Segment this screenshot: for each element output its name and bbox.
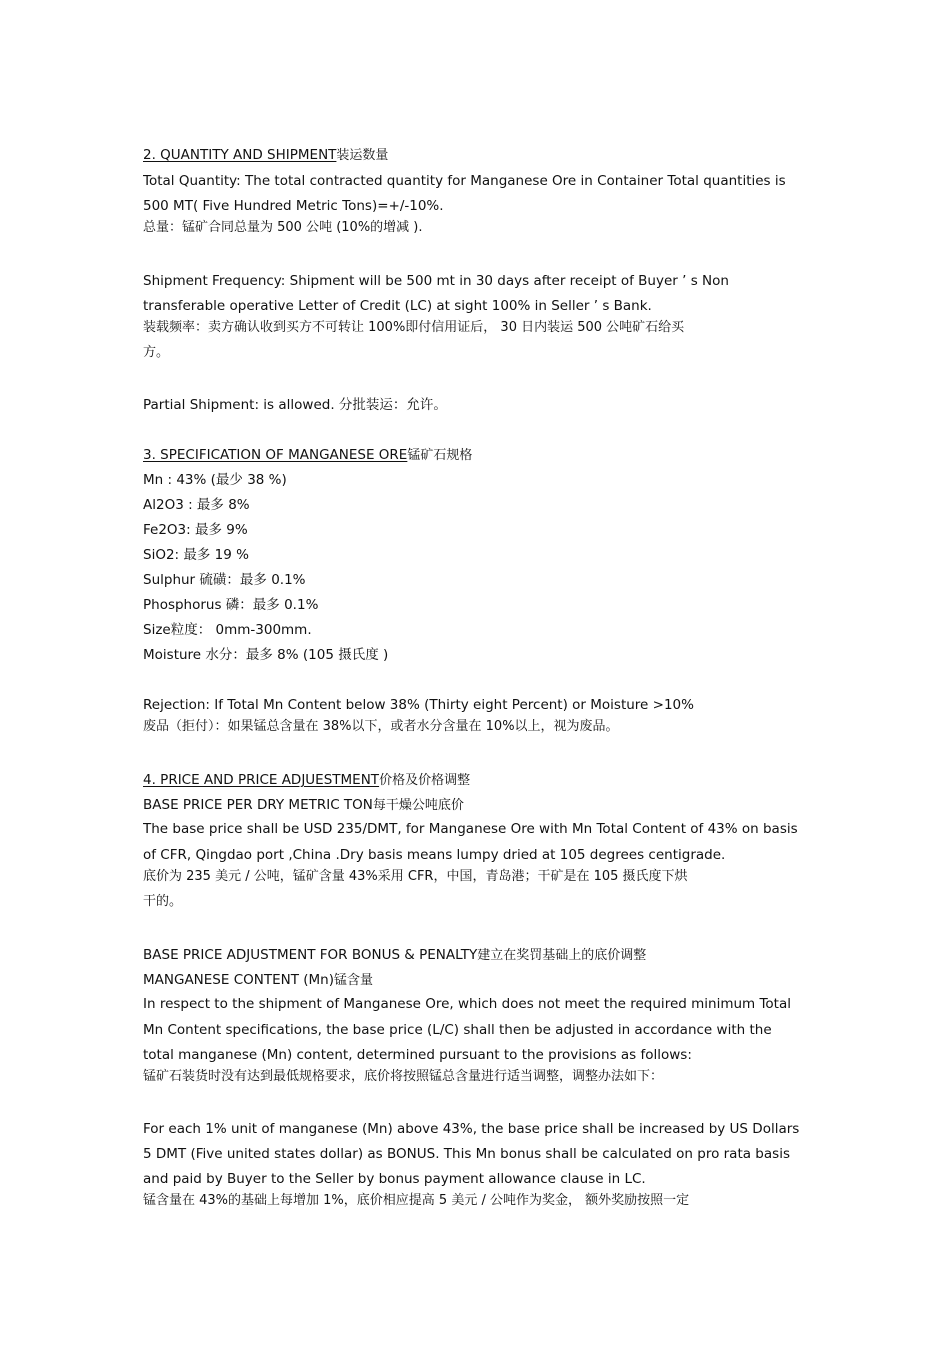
spec-mn: Mn : 43% (最少 38 %)	[143, 472, 287, 488]
bonus-line-2: 5 DMT (Five united states dollar) as BONUS. This Mn bonus shall be calculated on pro rata basis	[143, 1146, 790, 1162]
section-4-heading	[143, 771, 809, 790]
section-2-heading-en: 2. QUANTITY AND SHIPMENT	[143, 147, 337, 163]
base-price-cn-2: 干的。	[143, 894, 183, 909]
bonus-cn: 锰含量在 43%的基础上每增加 1%，底价相应提高 5 美元 / 公吨作为奖金， 额外奖励按照一定	[143, 1193, 690, 1208]
section-3-heading-cn: 锰矿石规格	[407, 448, 473, 463]
manganese-content-title-en: MANGANESE CONTENT (Mn)	[143, 972, 334, 988]
respect-line-2: Mn Content specifications, the base price (L/C) shall then be adjusted in accordance with the	[143, 1022, 772, 1038]
section-3-heading	[143, 446, 809, 465]
respect-line-1: In respect to the shipment of Manganese Ore, which does not meet the required minimum Total	[143, 996, 791, 1012]
spec-size: Size粒度： 0mm-300mm.	[143, 622, 312, 638]
spec-fe2o3: Fe2O3: 最多 9%	[143, 522, 248, 538]
manganese-content-title	[143, 971, 809, 990]
total-quantity-line-1: Total Quantity: The total contracted quantity for Manganese Ore in Container Total quantities is	[143, 173, 786, 189]
shipment-frequency-line-1: Shipment Frequency: Shipment will be 500 mt in 30 days after receipt of Buyer ’ s Non	[143, 273, 729, 289]
base-price-title-en: BASE PRICE PER DRY METRIC TON	[143, 797, 373, 813]
spec-moisture: Moisture 水分：最多 8% (105 摄氏度 )	[143, 647, 389, 663]
spec-phosphorus: Phosphorus 磷：最多 0.1%	[143, 597, 319, 613]
partial-shipment: Partial Shipment: is allowed. 分批装运：允许。	[143, 397, 447, 413]
base-price-cn-1: 底价为 235 美元 / 公吨，锰矿含量 43%采用 CFR，中国，青岛港；干矿是在 105 摄氏度下烘	[143, 869, 688, 884]
section-2-heading-cn: 装运数量	[336, 148, 389, 163]
shipment-frequency-cn-1: 装载频率：卖方确认收到买方不可转让 100%即付信用证后， 30 日内装运 500 公吨矿石给买	[143, 320, 685, 335]
adjustment-title-en: BASE PRICE ADJUSTMENT FOR BONUS & PENALTY	[143, 947, 478, 963]
respect-line-3: total manganese (Mn) content, determined pursuant to the provisions as follows:	[143, 1047, 692, 1063]
bonus-line-3: and paid by Buyer to the Seller by bonus payment allowance clause in LC.	[143, 1171, 646, 1187]
shipment-frequency-line-2: transferable operative Letter of Credit (LC) at sight 100% in Seller ’ s Bank.	[143, 298, 652, 314]
total-quantity-cn: 总量：锰矿合同总量为 500 公吨 (10%的增减 ).	[143, 220, 423, 235]
section-2-heading	[143, 146, 809, 165]
base-price-title	[143, 796, 809, 815]
spec-sio2: SiO2: 最多 19 %	[143, 547, 249, 563]
spec-sulphur: Sulphur 硫磺：最多 0.1%	[143, 572, 306, 588]
document-page	[143, 0, 809, 1345]
base-price-line-1: The base price shall be USD 235/DMT, for Manganese Ore with Mn Total Content of 43% on basis	[143, 821, 798, 837]
bonus-line-1: For each 1% unit of manganese (Mn) above 43%, the base price shall be increased by US Dollars	[143, 1121, 800, 1137]
spec-al2o3: Al2O3 : 最多 8%	[143, 497, 250, 513]
rejection-cn: 废品（拒付）：如果锰总含量在 38%以下，或者水分含量在 10%以上，视为废品。	[143, 719, 619, 734]
total-quantity-line-2: 500 MT( Five Hundred Metric Tons)=+/-10%.	[143, 198, 444, 214]
shipment-frequency-cn-2: 方。	[143, 345, 170, 360]
adjustment-title-cn: 建立在奖罚基础上的底价调整	[477, 948, 647, 963]
manganese-content-title-cn: 锰含量	[334, 973, 374, 988]
base-price-title-cn: 每干燥公吨底价	[372, 798, 464, 813]
section-3-heading-en: 3. SPECIFICATION OF MANGANESE ORE	[143, 447, 408, 463]
base-price-line-2: of CFR, Qingdao port ,China .Dry basis means lumpy dried at 105 degrees centigrade.	[143, 847, 726, 863]
section-4-heading-en: 4. PRICE AND PRICE ADJUESTMENT	[143, 772, 380, 788]
respect-cn: 锰矿石装货时没有达到最低规格要求，底价将按照锰总含量进行适当调整，调整办法如下：	[143, 1069, 664, 1084]
adjustment-title	[143, 946, 809, 965]
rejection-line: Rejection: If Total Mn Content below 38% (Thirty eight Percent) or Moisture >10%	[143, 697, 694, 713]
section-4-heading-cn: 价格及价格调整	[379, 773, 471, 788]
